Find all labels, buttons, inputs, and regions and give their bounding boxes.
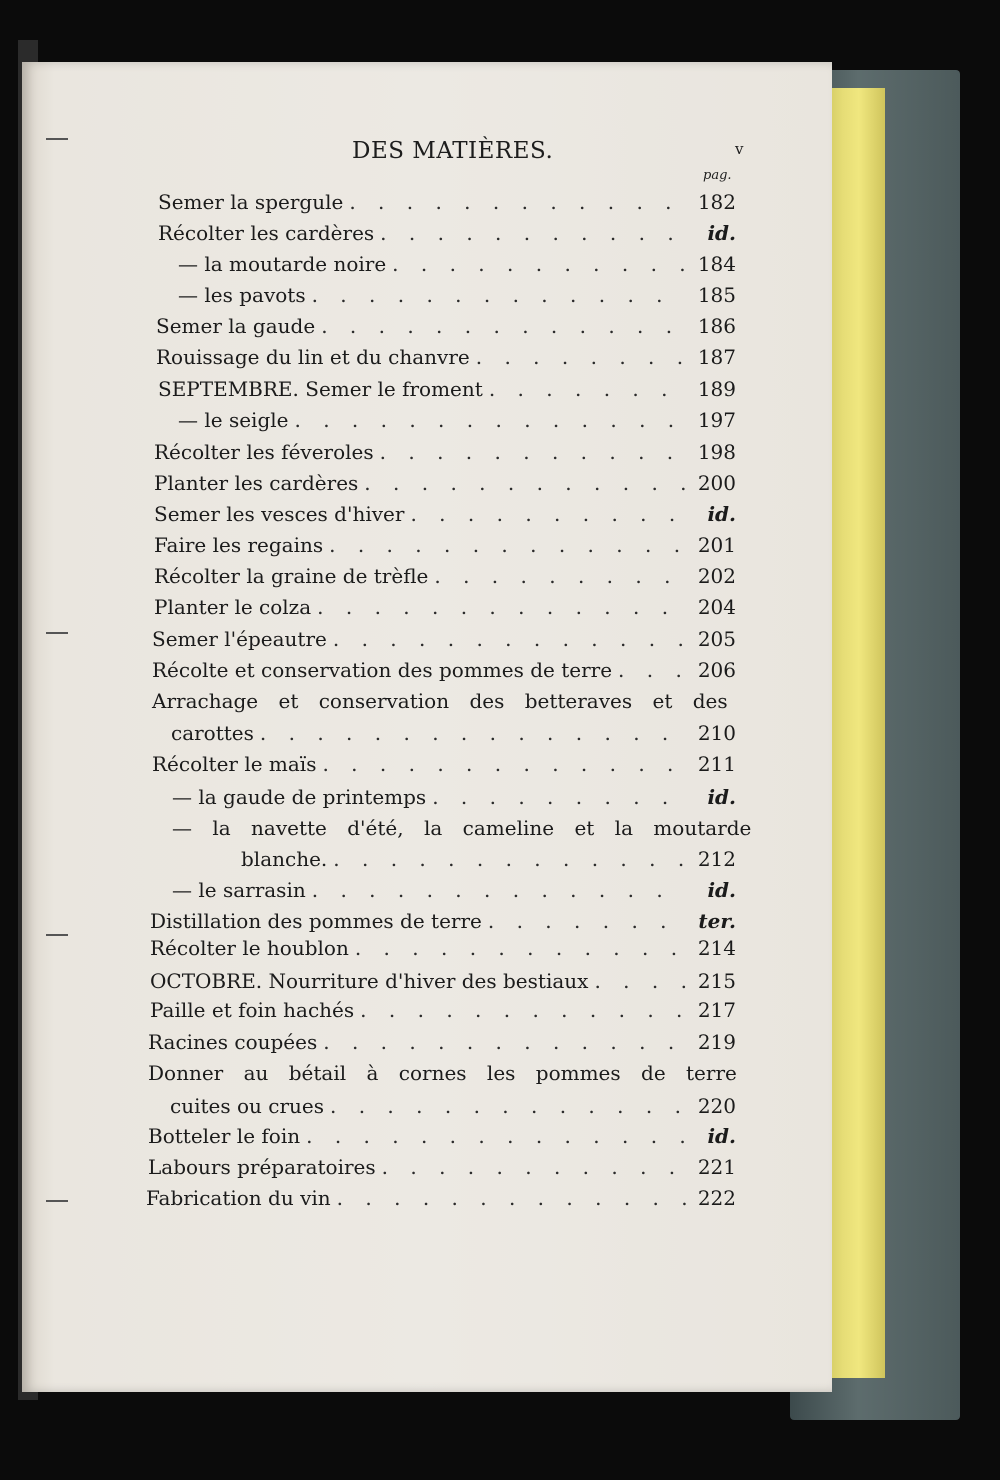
toc-entry-label: blanche. [241,847,328,871]
leader-dots [382,1155,686,1179]
toc-entry [148,1030,736,1058]
toc-entry-label: Donner au bétail à cornes les pommes de terre [148,1061,737,1085]
leader-dots [364,471,686,495]
toc-entry [152,689,728,717]
leader-dots [380,221,686,245]
leader-dots [618,658,686,682]
toc-entry-page: 184 [697,252,736,276]
leader-dots [392,252,686,276]
toc-entry-label: Semer l'épeautre [152,627,327,651]
toc-entry-label: carottes [171,721,254,745]
toc-entry [150,909,736,937]
toc-entry-page: 182 [697,190,736,214]
toc-entry-page: id. [707,1124,736,1148]
toc-entry [154,502,736,530]
toc-entry-page: 212 [697,847,736,871]
toc-entry [241,847,736,875]
toc-entry [171,721,736,749]
page-title: DES MATIÈRES. [352,138,554,164]
toc-entry [146,1186,736,1214]
toc-entry-page: 211 [697,752,736,776]
toc-entry-label: Récolter le maïs [152,752,317,776]
toc-entry-label: Récolte et conservation des pommes de terre [152,658,613,682]
toc-entry [152,752,736,780]
toc-entry-page: 210 [697,721,736,745]
toc-entry [172,878,736,906]
leader-dots [355,936,686,960]
leader-dots [410,502,686,526]
toc-entry-label: Fabrication du vin [146,1186,331,1210]
toc-entry-label: — le sarrasin [172,878,306,902]
toc-entry [158,190,736,218]
toc-entry-label: cuites ou crues [170,1094,324,1118]
leader-dots [594,969,686,993]
toc-entry-label: OCTOBRE. Nourriture d'hiver des bestiaux [150,969,589,993]
toc-entry [178,283,736,311]
toc-entry-label: Planter les cardères [154,471,359,495]
toc-entry-page: 204 [697,595,736,619]
toc-entry-label: — les pavots [178,283,306,307]
leader-dots [349,190,686,214]
toc-entry-page: 215 [697,969,736,993]
toc-entry-page: 202 [697,564,736,588]
toc-entry [148,1061,737,1089]
leader-dots [489,377,686,401]
toc-entry-page: 214 [697,936,736,960]
toc-entry-page: 217 [697,998,736,1022]
toc-entry [156,314,736,342]
toc-entry [172,816,752,844]
toc-entry [154,471,736,499]
toc-entry-page: id. [707,221,736,245]
leader-dots [333,627,686,651]
leader-dots [360,998,686,1022]
toc-entry-label: Récolter la graine de trèfle [154,564,429,588]
toc-entry [150,998,736,1026]
leader-dots [488,909,686,933]
toc-entry [148,1124,736,1152]
toc-entry-label: Semer la spergule [158,190,344,214]
toc-entry [152,627,736,655]
toc-entry [154,440,736,468]
toc-entry [158,221,736,249]
toc-entry [154,595,736,623]
toc-entry-label: Racines coupées [148,1030,318,1054]
toc-entry-label: Faire les regains [154,533,324,557]
toc-entry-page: 200 [697,471,736,495]
pag-column-label: pag. [703,168,732,183]
toc-entry [156,345,736,373]
leader-dots [306,1124,686,1148]
leader-dots [312,283,686,307]
toc-entry-page: 222 [697,1186,736,1210]
toc-entry-page: 185 [697,283,736,307]
toc-entry-label: Récolter les cardères [158,221,375,245]
page-number: v [735,140,744,158]
leader-dots [330,1094,686,1118]
toc-entry-label: Planter le colza [154,595,312,619]
leader-dots [432,785,686,809]
toc-entry-label: Récolter le houblon [150,936,349,960]
toc-entry-label: — la gaude de printemps [172,785,427,809]
toc-entry-page: 206 [697,658,736,682]
toc-entry [150,969,736,997]
toc-entry [178,252,736,280]
toc-entry [152,658,736,686]
leader-dots [294,408,686,432]
toc-entry-page: 219 [697,1030,736,1054]
toc-entry-page: id. [707,502,736,526]
leader-dots [333,847,686,871]
leader-dots [321,314,686,338]
toc-entry-label: Rouissage du lin et du chanvre [156,345,470,369]
leader-dots [322,752,686,776]
toc-entry-page: 187 [697,345,736,369]
toc-entry-page: 198 [697,440,736,464]
toc-entry-page: 220 [697,1094,736,1118]
leader-dots [317,595,686,619]
toc-entry-page: 221 [697,1155,736,1179]
toc-entry [150,936,736,964]
toc-entry-label: SEPTEMBRE. Semer le froment [158,377,483,401]
toc-entry-page: ter. [698,909,736,933]
leader-dots [476,345,686,369]
toc-entry-label: Paille et foin hachés [150,998,355,1022]
toc-entry-label: Semer la gaude [156,314,316,338]
toc-entry [154,564,736,592]
toc-entry [154,533,736,561]
leader-dots [312,878,686,902]
leader-dots [434,564,686,588]
toc-entry-page: 201 [697,533,736,557]
toc-entry-page: 197 [697,408,736,432]
toc-entry [170,1094,736,1122]
toc-entry-label: Labours préparatoires [148,1155,376,1179]
toc-entry-label: — la navette d'été, la cameline et la moutarde [172,816,752,840]
toc-entry-page: id. [707,785,736,809]
toc-entry [178,408,736,436]
toc-entry-label: Botteler le foin [148,1124,301,1148]
toc-entry-page: 189 [697,377,736,401]
leader-dots [260,721,686,745]
toc-entry-page: 186 [697,314,736,338]
leader-dots [323,1030,686,1054]
toc-entry-label: — le seigle [178,408,289,432]
toc-entry [148,1155,736,1183]
toc-entry [172,785,736,813]
toc-entry-page: id. [707,878,736,902]
toc-entry-label: Semer les vesces d'hiver [154,502,405,526]
toc-entry-label: Récolter les féveroles [154,440,374,464]
toc-entry-label: Distillation des pommes de terre [150,909,482,933]
leader-dots [337,1186,686,1210]
leader-dots [380,440,686,464]
toc-entry [158,377,736,405]
toc-entry-label: — la moutarde noire [178,252,387,276]
toc-entry-label: Arrachage et conservation des betteraves et des [152,689,728,713]
leader-dots [329,533,686,557]
toc-entry-page: 205 [697,627,736,651]
